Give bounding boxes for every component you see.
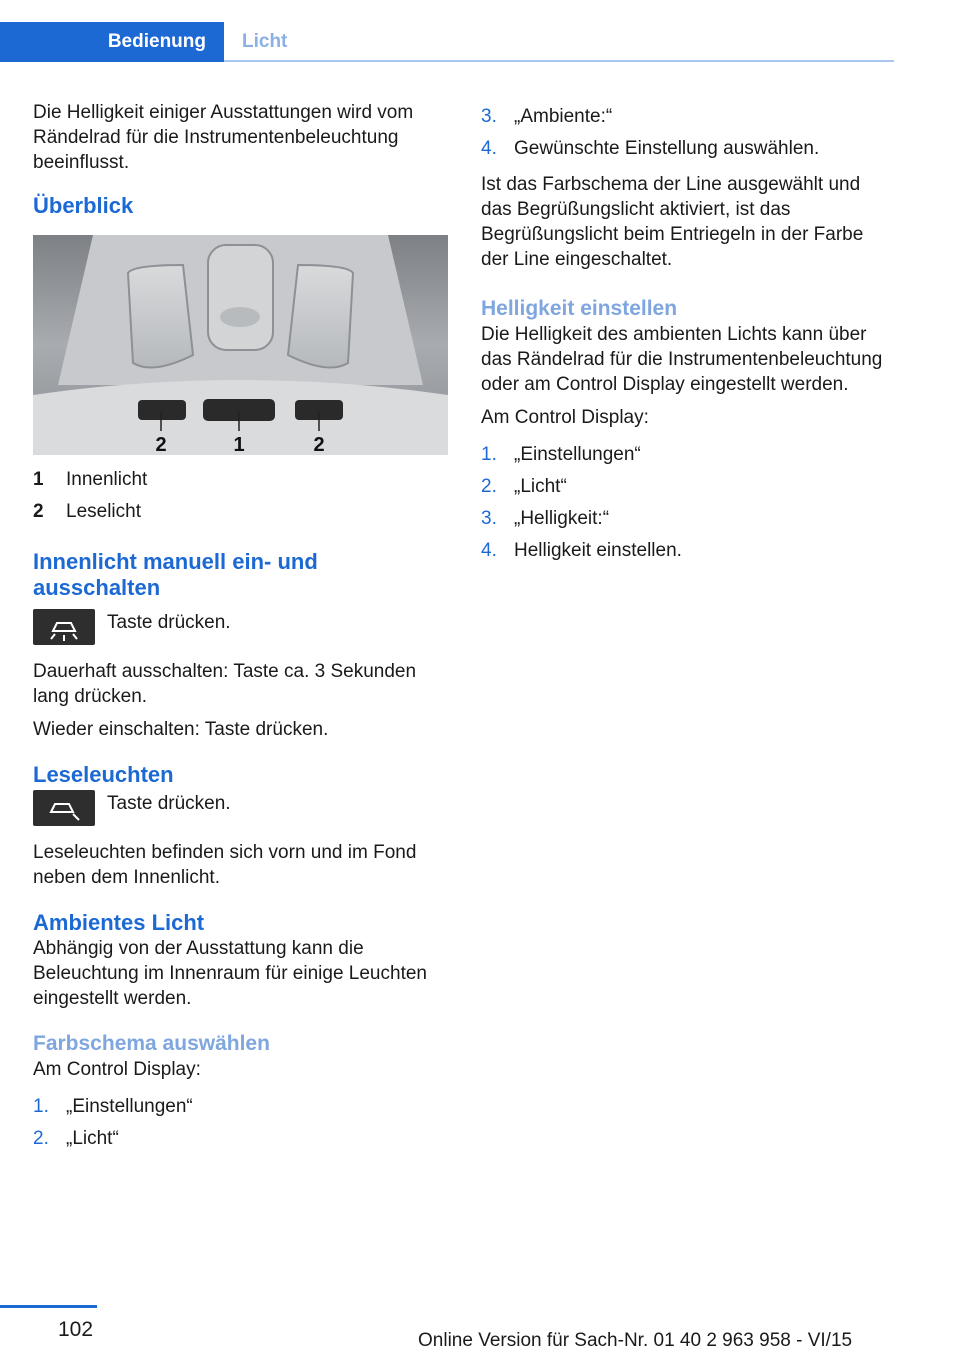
control-display-label: Am Control Display:	[33, 1059, 201, 1080]
step-label: Gewünschte Einstellung auswählen.	[514, 137, 820, 159]
heading-ambient: Ambientes Licht	[33, 910, 205, 935]
step-number: 4.	[481, 539, 497, 561]
online-version-text: Online Version für Sach-Nr. 01 40 2 963 958 - VI/15	[418, 1330, 853, 1351]
step-number: 1.	[33, 1095, 49, 1117]
tab-licht[interactable]: Licht	[242, 31, 288, 52]
step-number: 1.	[481, 443, 497, 465]
footer-accent-line	[0, 1305, 97, 1308]
step-number: 4.	[481, 137, 497, 159]
figure-label-1: 1	[233, 434, 245, 455]
legend-label: Innenlicht	[66, 468, 148, 490]
reading-light-button-icon	[33, 790, 95, 826]
helligkeit-text: Die Helligkeit des ambienten Lichts kann über das Rändelrad für die Instrumentenbeleuchtung oder am Control Display eingestellt werden.	[481, 324, 883, 395]
legend-number: 1	[33, 468, 44, 490]
list-item	[481, 100, 891, 132]
tab-divider	[224, 60, 894, 62]
left-column	[33, 100, 451, 1162]
list-item	[481, 438, 891, 470]
step-label: „Licht“	[514, 475, 567, 497]
overhead-console-image	[33, 235, 448, 455]
heading-farbschema: Farbschema auswählen	[33, 1032, 270, 1055]
farbschema-text: Ist das Farbschema der Line ausgewählt und das Begrüßungslicht aktiviert, ist das Begrüßungslicht beim Entriegeln in der Farbe der Line eingeschaltet.	[481, 174, 864, 270]
list-item	[481, 502, 891, 534]
step-number: 2.	[481, 475, 497, 497]
overhead-console-figure	[33, 235, 448, 455]
innenlicht-button-row	[33, 609, 451, 645]
step-label: „Ambiente:“	[514, 105, 613, 127]
legend-label: Leselicht	[66, 500, 141, 522]
step-label: Helligkeit einstellen.	[514, 539, 682, 561]
figure-label-2-left: 2	[155, 434, 167, 455]
list-item	[481, 132, 891, 164]
step-number: 3.	[481, 105, 497, 127]
step-label: „Helligkeit:“	[514, 507, 610, 529]
farbschema-steps-continued	[481, 100, 891, 164]
control-display-label: Am Control Display:	[481, 407, 649, 428]
step-label: „Einstellungen“	[514, 443, 641, 465]
list-item	[33, 1122, 451, 1154]
farbschema-steps	[33, 1090, 451, 1154]
step-number: 2.	[33, 1127, 49, 1149]
step-label: „Einstellungen“	[66, 1095, 193, 1117]
legend-row	[33, 495, 451, 527]
page-number: 102	[58, 1318, 94, 1341]
dauerhaft-text: Dauerhaft ausschalten: Taste ca. 3 Sekunden lang drücken.	[33, 661, 417, 707]
right-column	[481, 100, 891, 574]
helligkeit-steps	[481, 438, 891, 566]
ambient-text: Abhängig von der Ausstattung kann die Beleuchtung im Innenraum für einige Leuchten eingestellt werden.	[33, 938, 427, 1009]
innenlicht-button-text: Taste drücken.	[107, 612, 231, 633]
intro-text: Die Helligkeit einiger Ausstattungen wird vom Rändelrad für die Instrumentenbeleuchtung beeinflusst.	[33, 102, 414, 173]
figure-label-2-right: 2	[313, 434, 325, 455]
interior-light-button-icon	[33, 609, 95, 645]
list-item	[481, 534, 891, 566]
leseleuchten-text: Leseleuchten befinden sich vorn und im Fond neben dem Innenlicht.	[33, 842, 417, 888]
heading-ueberblick: Überblick	[33, 193, 134, 218]
heading-leseleuchten: Leseleuchten	[33, 762, 174, 787]
step-number: 3.	[481, 507, 497, 529]
legend-number: 2	[33, 500, 44, 522]
legend-row	[33, 463, 451, 495]
tab-bedienung[interactable]: Bedienung	[0, 22, 224, 62]
step-label: „Licht“	[66, 1127, 119, 1149]
heading-innenlicht: Innenlicht manuell ein- und ausschalten	[33, 549, 318, 600]
list-item	[33, 1090, 451, 1122]
wieder-text: Wieder einschalten: Taste drücken.	[33, 719, 329, 740]
list-item	[481, 470, 891, 502]
leseleuchten-button-text: Taste drücken.	[107, 793, 231, 814]
heading-helligkeit: Helligkeit einstellen	[481, 297, 678, 320]
top-tab-bar	[0, 0, 960, 62]
leseleuchten-button-row	[33, 790, 451, 826]
